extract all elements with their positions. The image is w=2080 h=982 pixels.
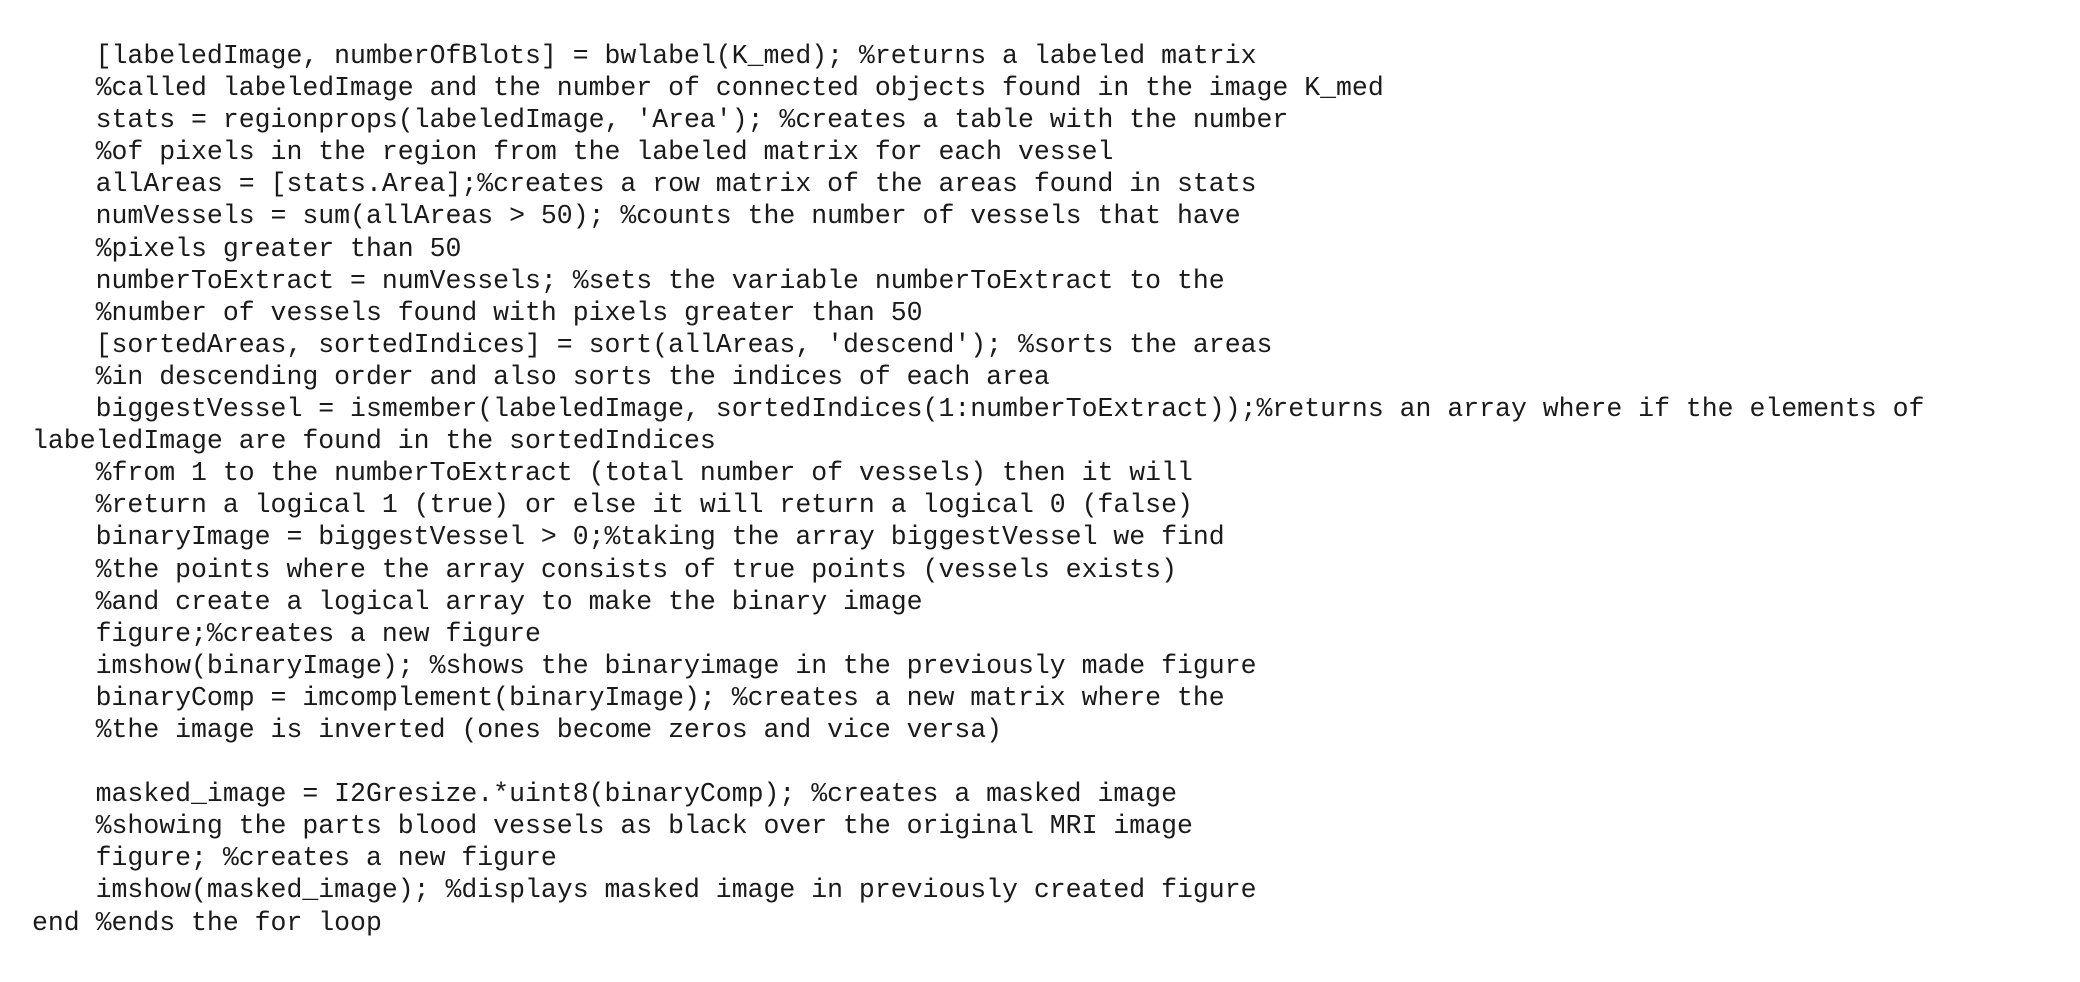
blank-line: [32, 746, 1924, 778]
code-line: %from 1 to the numberToExtract (total number of vessels) then it will: [32, 458, 1193, 489]
code-line: %and create a logical array to make the binary image: [32, 586, 923, 617]
code-line: %in descending order and also sorts the indices of each area: [32, 361, 1050, 392]
code-line: %the image is inverted (ones become zeros and vice versa): [32, 714, 1003, 745]
code-line: masked_image = I2Gresize.*uint8(binaryComp); %creates a masked image: [32, 779, 1177, 810]
code-line: stats = regionprops(labeledImage, 'Area'); %creates a table with the number: [32, 105, 1289, 136]
code-line: numVessels = sum(allAreas > 50); %counts the number of vessels that have: [32, 201, 1241, 232]
code-line: %of pixels in the region from the labeled matrix for each vessel: [32, 137, 1114, 168]
code-line: imshow(binaryImage); %shows the binaryimage in the previously made figure: [32, 650, 1257, 681]
code-line: [sortedAreas, sortedIndices] = sort(allAreas, 'descend'); %sorts the areas: [32, 329, 1273, 360]
code-line: [labeledImage, numberOfBlots] = bwlabel(K_med); %returns a labeled matrix: [32, 41, 1257, 71]
code-line: %number of vessels found with pixels greater than 50: [32, 297, 923, 328]
code-line: imshow(masked_image); %displays masked image in previously created figure: [32, 875, 1257, 906]
code-line: biggestVessel = ismember(labeledImage, sortedIndices(1:numberToExtract));%returns an array where if the elements of: [32, 394, 1925, 425]
code-line: binaryImage = biggestVessel > 0;%taking the array biggestVessel we find: [32, 522, 1225, 553]
code-line: %the points where the array consists of true points (vessels exists): [32, 554, 1177, 585]
code-line: %pixels greater than 50: [32, 233, 462, 264]
code-line: %showing the parts blood vessels as black over the original MRI image: [32, 811, 1193, 842]
code-line: %called labeledImage and the number of connected objects found in the image K_med: [32, 73, 1384, 104]
code-line: figure;%creates a new figure: [32, 618, 541, 649]
code-line: figure; %creates a new figure: [32, 843, 557, 874]
code-line: labeledImage are found in the sortedIndices: [32, 426, 716, 457]
code-line: end %ends the for loop: [32, 907, 382, 938]
code-line: numberToExtract = numVessels; %sets the variable numberToExtract to the: [32, 265, 1225, 296]
code-line: binaryComp = imcomplement(binaryImage); %creates a new matrix where the: [32, 682, 1225, 713]
code-line: allAreas = [stats.Area];%creates a row matrix of the areas found in stats: [32, 169, 1257, 200]
code-listing: [32, 40, 1924, 939]
code-line: %return a logical 1 (true) or else it will return a logical 0 (false): [32, 490, 1193, 521]
